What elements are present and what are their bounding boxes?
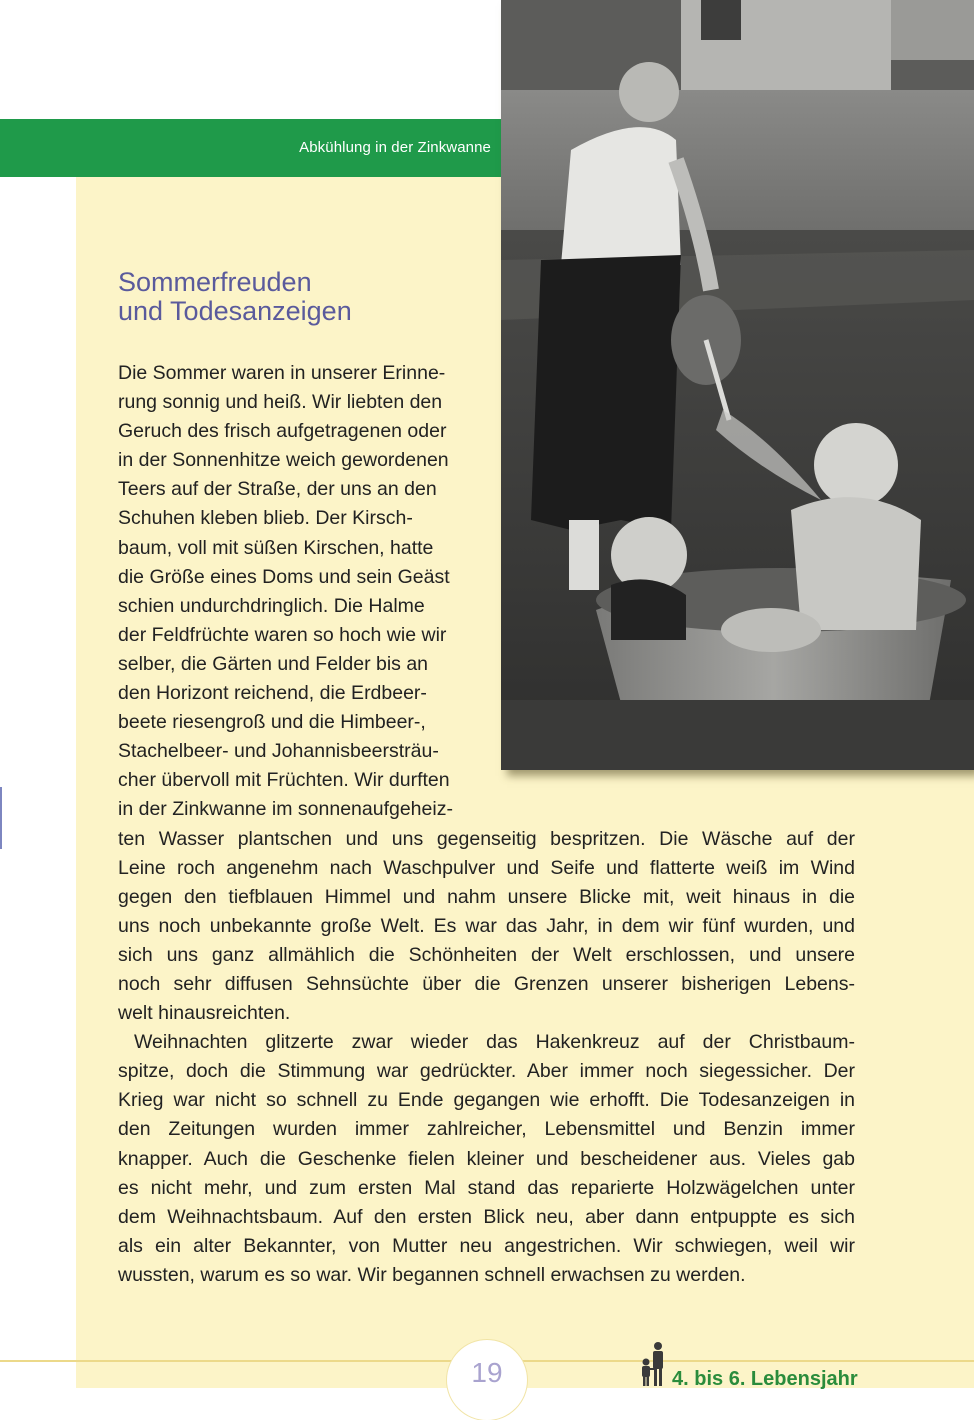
body-line: es nicht mehr, und zum ersten Mal stand das reparierte Holzwägelchen unter: [118, 1176, 855, 1199]
body-line: welt hinausreichten.: [118, 1002, 291, 1025]
body-line: spitze, doch die Stimmung war gedrückter. Aber immer noch siegessicher. Der: [118, 1060, 855, 1083]
body-line: in der Sonnenhitze weich gewordenen: [118, 449, 449, 472]
body-line: die Größe eines Doms und sein Geäst: [118, 565, 450, 588]
body-line: Die Sommer waren in unserer Erinne-: [118, 362, 446, 384]
article-title: [118, 268, 352, 326]
body-line: rung sonnig und heiß. Wir liebten den: [118, 391, 443, 414]
body-line: sich uns ganz allmählich die Schönheiten der Welt erschlossen, und unsere: [118, 943, 855, 966]
family-silhouette-icon: [638, 1340, 670, 1390]
margin-marker: [0, 787, 2, 849]
body-line: baum, voll mit süßen Kirschen, hatte: [118, 536, 434, 559]
body-line: Krieg war nicht so schnell zu Ende gegangen wie erhofft. Die Todesanzeigen in: [118, 1089, 855, 1112]
body-line: als ein alter Bekannter, von Mutter neu angestrichen. Wir schwiegen, weil wir: [118, 1234, 855, 1257]
body-line: dem Weihnachtsbaum. Auf den ersten Blick neu, aber dann entpuppte es sich: [118, 1205, 855, 1228]
body-line: noch sehr diffusen Sehnsüchte über die Grenzen unserer bisherigen Lebens-: [118, 972, 855, 995]
body-line-indented: Weihnachten glitzerte zwar wieder das Hakenkreuz auf der Christbaum-: [134, 1031, 855, 1054]
title-line-1: Sommerfreuden: [118, 267, 312, 297]
body-line: ten Wasser plantschen und uns gegenseitig bespritzen. Die Wäsche auf der: [118, 827, 855, 850]
body-line: gegen den tiefblauen Himmel und nahm unsere Blicke mit, weit hinaus in die: [118, 885, 855, 908]
body-line: den Horizont reichend, die Erdbeer-: [118, 682, 427, 705]
body-line: cher übervoll mit Früchten. Wir durften: [118, 769, 450, 792]
caption-band: [0, 119, 501, 177]
body-line: beete riesengroß und die Himbeer-,: [118, 711, 426, 734]
article-body: [118, 359, 855, 1290]
body-line: Geruch des frisch aufgetragenen oder: [118, 420, 447, 443]
section-label: 4. bis 6. Lebensjahr: [672, 1368, 858, 1390]
body-line: Schuhen kleben blieb. Der Kirsch-: [118, 507, 413, 530]
body-line: knapper. Auch die Geschenke fielen kleiner und bescheidener aus. Vieles gab: [118, 1147, 855, 1170]
body-line: wussten, warum es so war. Wir begannen schnell erwachsen zu werden.: [118, 1263, 746, 1286]
body-line: selber, die Gärten und Felder bis an: [118, 652, 429, 675]
page-number: 19: [471, 1357, 503, 1388]
body-line: in der Zinkwanne im sonnenaufgeheiz-: [118, 798, 453, 821]
body-line: schien undurchdringlich. Die Halme: [118, 594, 425, 617]
body-line: Stachelbeer- und Johannisbeersträu-: [118, 740, 439, 763]
photo-caption: Abkühlung in der Zinkwanne: [299, 139, 491, 156]
body-line: den Zeitungen wurden immer zahlreicher, Lebensmittel und Benzin immer: [118, 1118, 855, 1141]
body-line: Leine roch angenehm nach Waschpulver und Seife und flatterte weiß im Wind: [118, 856, 855, 879]
body-line: Teers auf der Straße, der uns an den: [118, 478, 437, 501]
body-line: der Feldfrüchte waren so hoch wie wir: [118, 623, 447, 646]
title-line-2: und Todesanzeigen: [118, 296, 352, 326]
body-line: uns noch unbekannte große Welt. Es war das Jahr, in dem wir fünf wurden, und: [118, 914, 855, 937]
